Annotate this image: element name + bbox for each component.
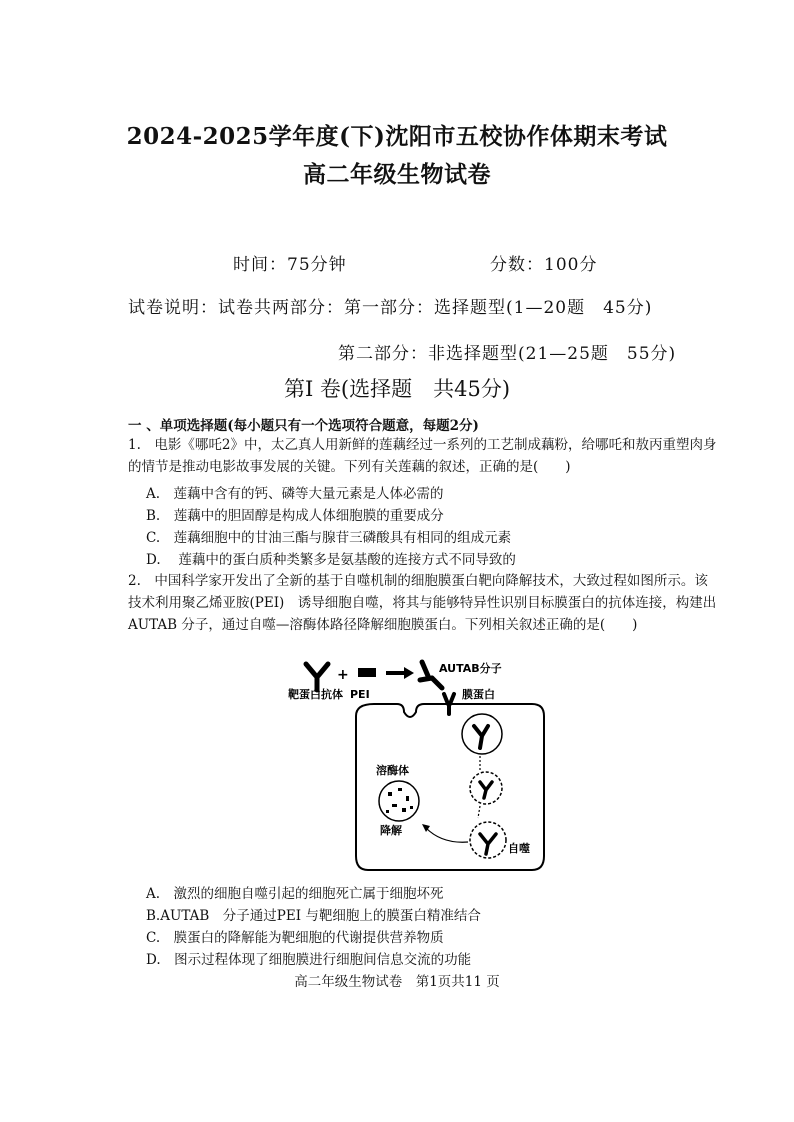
autophagy-diagram [282,656,562,876]
question-1-option-a: A. 莲藕中含有的钙、磷等大量元素是人体必需的 [146,486,444,502]
exam-time: 时间：75分钟 [233,255,347,275]
exam-title-line2: 高二年级生物试卷 [303,161,491,188]
lysosome-icon [379,781,419,821]
label-lysosome: 溶酶体 [376,764,409,777]
part-heading: 一 、单项选择题(每小题只有一个选项符合题意，每题2分) [128,418,479,434]
arrow-right-icon [386,667,414,679]
label-membrane-protein: 膜蛋白 [462,688,495,701]
section-title: 第I 卷(选择题 共45分) [283,377,511,401]
label-autophagy: 自噬 [508,842,530,855]
question-1-option-c: C. 莲藕细胞中的甘油三酯与腺苷三磷酸具有相同的组成元素 [146,530,512,546]
question-2-option-a: A. 激烈的细胞自噬引起的细胞死亡属于细胞坏死 [146,886,444,902]
exam-title-line1: 2024-2025学年度(下)沈阳市五校协作体期末考试 [126,123,668,150]
question-1-option-b: B. 莲藕中的胆固醇是构成人体细胞膜的重要成分 [146,508,444,524]
exam-description-line2: 第二部分：非选择题型(21—25题 55分) [338,344,677,364]
label-degradation: 降解 [380,824,402,837]
exam-score: 分数：100分 [490,255,598,275]
exam-description-line1: 试卷说明：试卷共两部分：第一部分：选择题型(1—20题 45分) [128,298,653,318]
question-1-stem: 1. 电影《哪吒2》中，太乙真人用新鲜的莲藕经过一系列的工艺制成藕粉，给哪吒和敖丙重塑肉身的情节是推动电影故事发展的关键。下列有关莲藕的叙述，正确的是( ) [128,437,717,475]
label-autab: AUTAB分子 [439,662,502,675]
question-2-option-c: C. 膜蛋白的降解能为靶细胞的代谢提供营养物质 [146,930,444,946]
page-footer: 高二年级生物试卷 第1页共11 页 [294,974,500,990]
autophagosome-icon [470,772,502,804]
antibody-icon [306,664,328,690]
label-pei: PEI [350,688,370,701]
svg-text:+: + [337,667,349,683]
question-2-stem: 2. 中国科学家开发出了全新的基于自噬机制的细胞膜蛋白靶向降解技术，大致过程如图所示。该技术利用聚乙烯亚胺(PEI) 诱导细胞自噬，将其与能够特异性识别目标膜蛋白的抗体连接，构建出AUTAB 分子，通过自噬—溶酶体路径降解细胞膜蛋白。下列相关叙述正确的是( ) [128,573,717,633]
endocytic-vesicle-icon [462,714,502,754]
autolysosome-icon [470,822,506,858]
arrow-left-icon [422,824,468,842]
question-2-option-d: D. 图示过程体现了细胞膜进行细胞间信息交流的功能 [146,952,472,968]
pei-icon [358,668,376,677]
label-antibody: 靶蛋白抗体 [288,688,343,701]
question-1-option-d: D. 莲藕中的蛋白质种类繁多是氨基酸的连接方式不同导致的 [146,552,516,568]
question-2-option-b: B.AUTAB 分子通过PEI 与靶细胞上的膜蛋白精准结合 [146,908,481,924]
